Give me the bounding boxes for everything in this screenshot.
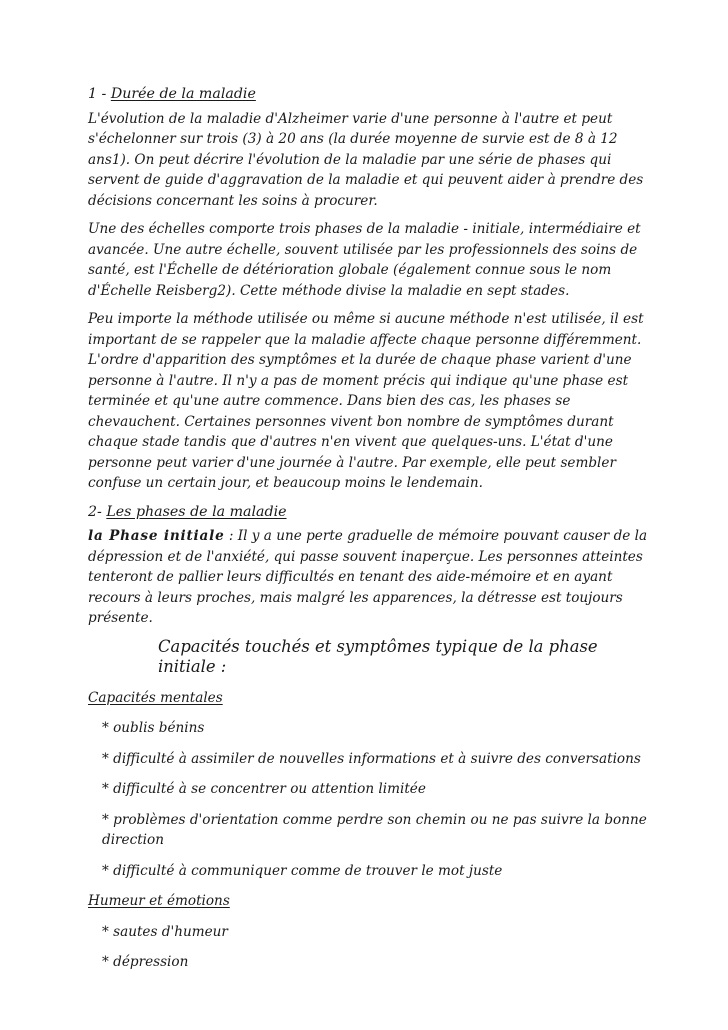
list-item: * oublis bénins [102, 720, 205, 736]
phase-initiale-name: la Phase initiale [88, 528, 225, 544]
document-page [88, 84, 648, 983]
list-item: * dépression [102, 954, 189, 970]
section-2-title: Les phases de la maladie [106, 503, 287, 520]
category-title-mood: Humeur et émotions [88, 893, 230, 909]
section-1-paragraph-2: Une des échelles comporte trois phases de la maladie - initiale, intermédiaire et avancée. Une autre échelle, souvent utilisée par les professionnels des soins de santé, est l'Échelle de détérioration globale (également connue sous le nom d'Échelle Reisberg2). Cette méthode divise la maladie en sept stades. [88, 221, 641, 299]
section-1-title: Durée de la maladie [110, 86, 256, 102]
list-item: * difficulté à communiquer comme de trouver le mot juste [102, 862, 503, 879]
category-title-mental: Capacités mentales [88, 689, 223, 706]
section-1-paragraph-3: Peu importe la méthode utilisée ou même si aucune méthode n'est utilisée, il est important de se rappeler que la maladie affecte chaque personne différemment. L'ordre d'apparition des symptômes et la durée de chaque phase varient d'une personne à l'autre. Il n'y a pas de moment précis qui indique qu'une phase est terminée et qu'une autre commence. Dans bien des cas, les phases se chevauchent. Certaines personnes vivent bon nombre de symptômes durant chaque stade tandis que d'autres n'en vivent que quelques-uns. L'état d'une personne peut varier d'une journée à l'autre. Par exemple, elle peut sembler confuse un certain jour, et beaucoup moins le lendemain. [88, 311, 644, 491]
phase-initiale-text: : Il y a une perte graduelle de mémoire pouvant causer de la dépression et de l'anxiété, qui passe souvent inaperçue. Les personnes atteintes tenteront de pallier leurs difficultés en tenant des aide-mémoire et en ayant recours à leurs proches, mais malgré les apparences, la détresse est toujours présente. [88, 528, 648, 626]
list-item: * sautes d'humeur [102, 923, 228, 940]
phase-initiale-paragraph [88, 526, 648, 629]
section-1-heading [88, 84, 648, 105]
list-item: * difficulté à assimiler de nouvelles informations et à suivre des conversations [102, 750, 641, 767]
list-item: * difficulté à se concentrer ou attention limitée [102, 781, 426, 797]
capacites-title: Capacités touchés et symptômes typique de la phase initiale : [158, 636, 598, 676]
section-2-heading [88, 502, 648, 523]
list-item: * problèmes d'orientation comme perdre son chemin ou ne pas suivre la bonne direction [102, 811, 647, 848]
section-1-number: 1 - [88, 86, 111, 102]
section-2-number: 2- [88, 503, 107, 520]
section-1-paragraph-1: L'évolution de la maladie d'Alzheimer varie d'une personne à l'autre et peut s'échelonner sur trois (3) à 20 ans (la durée moyenne de survie est de 8 à 12 ans1). On peut décrire l'évolution de la maladie par une série de phases qui servent de guide d'aggravation de la maladie et qui peuvent aider à prendre des décisions concernant les soins à procurer. [88, 110, 644, 209]
